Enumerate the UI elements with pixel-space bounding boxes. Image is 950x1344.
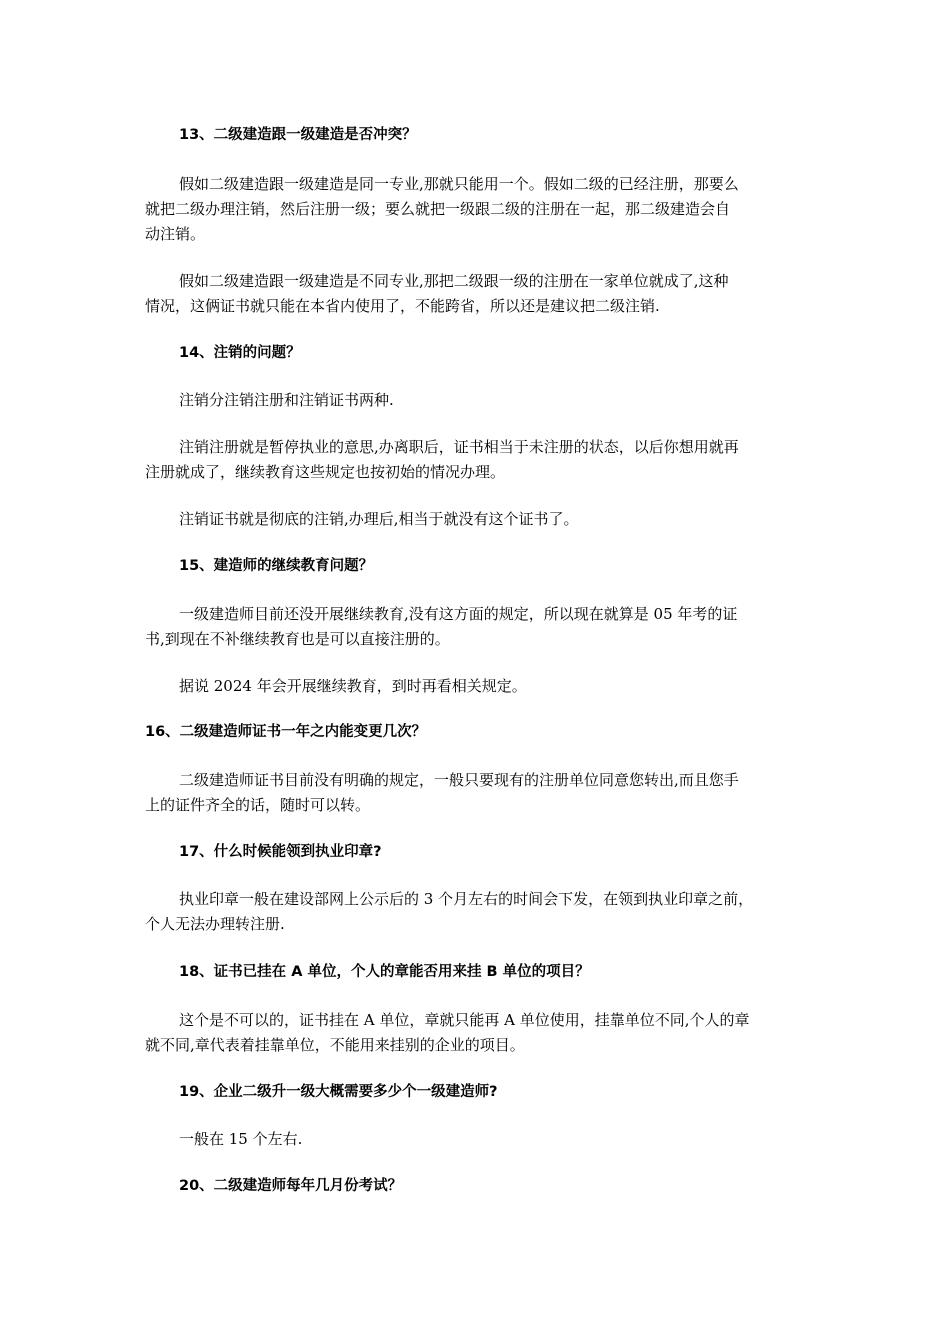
paragraph-line: 假如二级建造跟一级建造是不同专业,那把二级跟一级的注册在一家单位就成了,这种 — [179, 272, 729, 290]
paragraph-line: 一级建造师目前还没开展继续教育,没有这方面的规定，所以现在就算是 05 年考的证 — [179, 605, 738, 623]
section-heading: 15、建造师的继续教育问题？ — [179, 558, 374, 574]
section-heading: 17、什么时候能领到执业印章? — [179, 844, 382, 860]
section-heading: 13、二级建造跟一级建造是否冲突？ — [179, 127, 417, 143]
section-heading: 20、二级建造师每年几月份考试？ — [179, 1178, 403, 1194]
paragraph-line: 注销分注销注册和注销证书两种. — [179, 391, 394, 409]
paragraph-line: 动注销。 — [145, 225, 206, 243]
paragraph-line: 个人无法办理转注册. — [145, 915, 285, 933]
paragraph-line: 注销注册就是暂停执业的意思,办离职后，证书相当于未注册的状态，以后你想用就再 — [179, 438, 739, 456]
section-heading: 14、注销的问题？ — [179, 345, 301, 361]
paragraph-line: 这个是不可以的，证书挂在 A 单位，章就只能再 A 单位使用，挂靠单位不同,个人的章 — [179, 1011, 750, 1029]
paragraph-line: 注册就成了，继续教育这些规定也按初始的情况办理。 — [145, 463, 506, 481]
paragraph-line: 上的证件齐全的话，随时可以转。 — [145, 796, 371, 814]
section-heading: 18、证书已挂在 A 单位，个人的章能否用来挂 B 单位的项目？ — [179, 964, 590, 980]
paragraph-line: 情况，这俩证书就只能在本省内使用了，不能跨省，所以还是建议把二级注销. — [145, 297, 660, 315]
paragraph-line: 一般在 15 个左右. — [179, 1130, 303, 1148]
paragraph-line: 注销证书就是彻底的注销,办理后,相当于就没有这个证书了。 — [179, 510, 579, 528]
paragraph-line: 二级建造师证书目前没有明确的规定，一般只要现有的注册单位同意您转出,而且您手 — [179, 771, 739, 789]
paragraph-line: 书,到现在不补继续教育也是可以直接注册的。 — [145, 630, 450, 648]
paragraph-line: 执业印章一般在建设部网上公示后的 3 个月左右的时间会下发，在领到执业印章之前， — [179, 890, 754, 908]
paragraph-line: 就把二级办理注销，然后注册一级；要么就把一级跟二级的注册在一起，那二级建造会自 — [145, 200, 731, 218]
section-heading: 19、企业二级升一级大概需要多少个一级建造师? — [179, 1084, 498, 1100]
paragraph-line: 据说 2024 年会开展继续教育，到时再看相关规定。 — [179, 677, 527, 695]
section-heading: 16、二级建造师证书一年之内能变更几次？ — [145, 724, 427, 740]
paragraph-line: 就不同,章代表着挂靠单位，不能用来挂别的企业的项目。 — [145, 1036, 525, 1054]
paragraph-line: 假如二级建造跟一级建造是同一专业,那就只能用一个。假如二级的已经注册，那要么 — [179, 175, 739, 193]
